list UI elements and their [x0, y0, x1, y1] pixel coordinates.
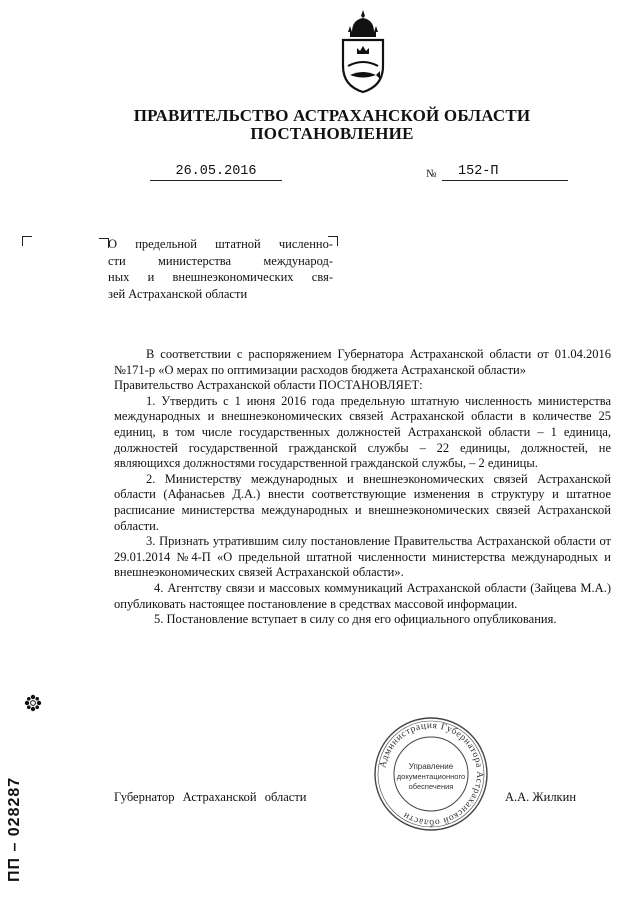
- document-date: 26.05.2016: [150, 164, 282, 181]
- document-type: ПОСТАНОВЛЕНИЕ: [250, 124, 414, 143]
- decree-item-2: 2. Министерству международных и внешнеэкономических связей Астраханской области (Афанасьев Д.А.) внести соответствующие изменения в структуру и штатное расписание министерства международных и внешнеэкономических связей Астраханской области.: [114, 471, 611, 533]
- seal-inner-line: документационного: [396, 772, 466, 781]
- seal-inner-line: обеспечения: [408, 782, 454, 791]
- subject-line: зей Астраханской области: [108, 286, 248, 301]
- decree-item-5: 5. Постановление вступает в силу со дня его официального опубликования.: [154, 612, 557, 627]
- seal-inner-line: Управление: [408, 762, 454, 771]
- security-flower-icon: [24, 694, 42, 712]
- subject-line: сти министерства международ-: [108, 253, 333, 268]
- government-title: ПРАВИТЕЛЬСТВО АСТРАХАНСКОЙ ОБЛАСТИ: [133, 106, 531, 125]
- signatory-name: А.А. Жилкин: [505, 790, 577, 804]
- decree-item-3: 3. Признать утратившим силу постановление Правительства Астраханской области от 29.01.2014 №4-П «О предельной штатной численности министерства международных и внешнеэкономических связей Астраханской области».: [114, 534, 611, 580]
- preamble-paragraph: В соответствии с распоряжением Губернатора Астраханской области от 01.04.2016 №171-р «О мерах по оптимизации расходов бюджета Астраханской области»: [114, 347, 611, 377]
- document-subject: [108, 236, 333, 302]
- document-body: [114, 347, 611, 628]
- decree-line: Правительство Астраханской области ПОСТАНОВЛЯЕТ:: [114, 378, 423, 393]
- subject-line: О предельной штатной численно-: [108, 237, 333, 251]
- left-margin-bracket: [22, 236, 32, 246]
- astrakhan-coat-of-arms-icon: [338, 8, 388, 94]
- decree-item-1: 1. Утвердить с 1 июня 2016 года предельную штатную численность министерства международных и внешнеэкономических связей Астраханской области в количестве 25 единиц, в том числе государственных должностей Астраханской области – 1 единица, должностей государственной гражданской службы – 22 единицы, должностей, не являющихся должностями государственной гражданской службы, – 2 единицы.: [114, 393, 611, 471]
- form-serial-number: ПП – 028287: [6, 776, 23, 882]
- subject-line: ных и внешнеэкономических свя-: [108, 270, 333, 284]
- decree-item-4: 4. Агентству связи и массовых коммуникаций Астраханской области (Зайцева М.А.) опубликовать настоящее постановление в средствах массовой информации.: [114, 580, 611, 611]
- signatory-role: Губернатор Астраханской области: [114, 790, 307, 804]
- document-number: 152-П: [442, 164, 568, 181]
- number-sign: №: [426, 168, 437, 180]
- seal-outer-text: Администрация Губернатора Астраханской области: [378, 720, 485, 828]
- official-seal: [372, 715, 490, 833]
